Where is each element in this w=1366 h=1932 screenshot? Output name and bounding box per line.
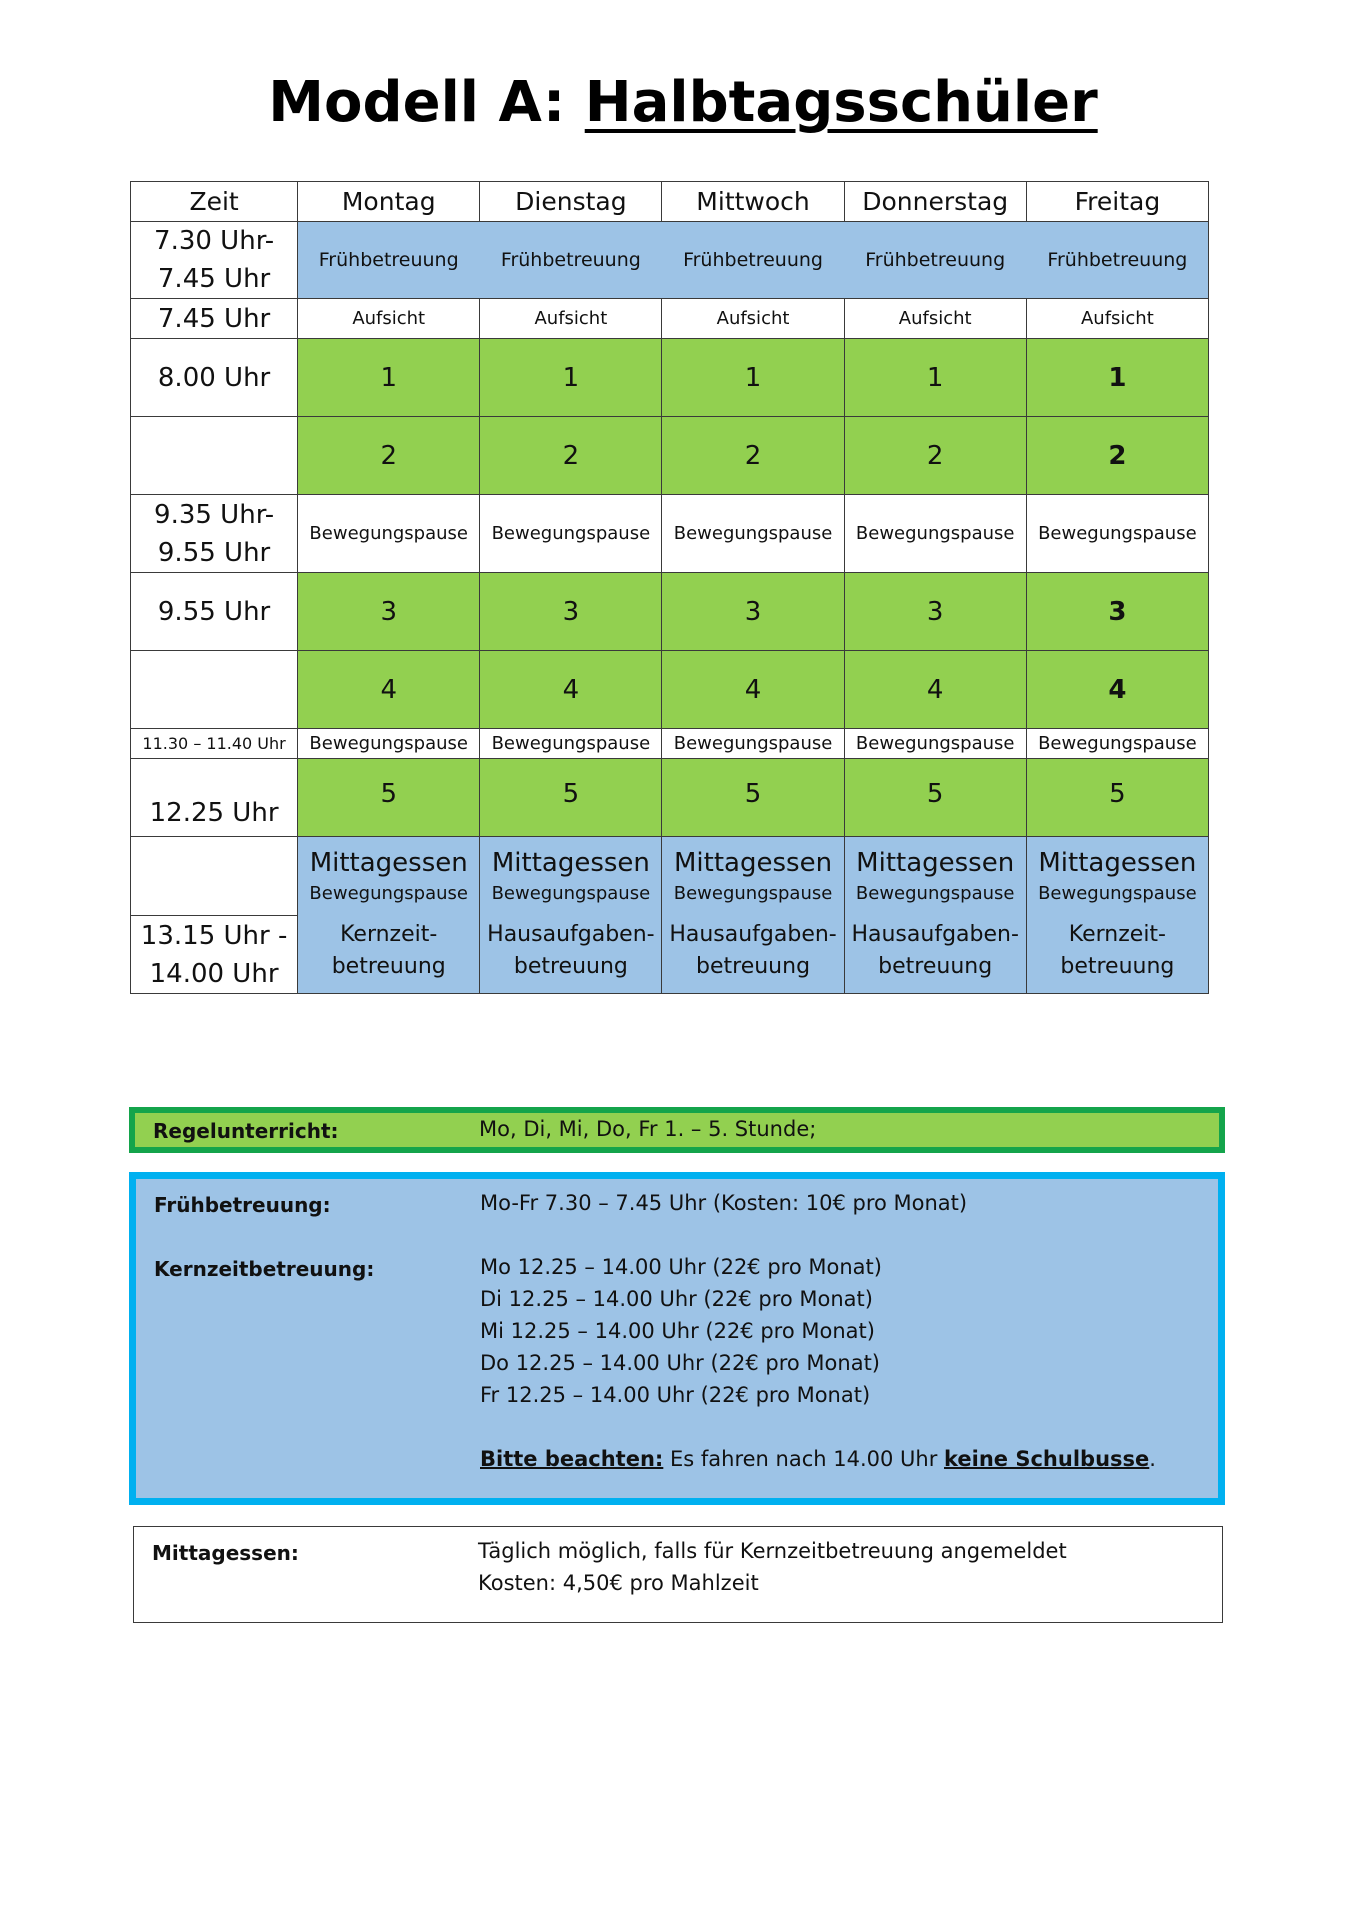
time-cell [131,837,298,916]
row-pause-2 [131,729,1209,759]
cell-lesson: 4 [662,651,844,729]
care-label-line1: Hausaufgaben- [851,922,1019,947]
time-cell [131,417,298,495]
cell-lesson: 2 [480,417,662,495]
meal-label: Mittagessen [1038,848,1197,878]
cell-lesson: 4 [298,651,480,729]
kernzeit-line: Do 12.25 – 14.00 Uhr (22€ pro Monat) [480,1351,880,1375]
mittagessen-line: Kosten: 4,50€ pro Mahlzeit [478,1571,759,1595]
header-montag: Montag [298,182,480,222]
fruehbetreuung-label: Frühbetreuung: [154,1193,331,1217]
header-zeit: Zeit [131,182,298,222]
row-stunde-1 [131,339,1209,417]
care-label-line2: betreuung [331,954,446,979]
pause-label: Bewegungspause [855,883,1015,904]
time-cell [131,495,298,573]
time-line: 9.55 Uhr [157,537,271,568]
header-freitag: Freitag [1026,182,1208,222]
care-label-line1: Kernzeit- [340,922,438,947]
cell-nachmittag [1026,837,1208,994]
cell-pause: Bewegungspause [298,495,480,573]
cell-pause: Bewegungspause [1026,495,1208,573]
cell-pause: Bewegungspause [844,729,1026,759]
time-cell [131,222,298,299]
cell-lesson: 3 [662,573,844,651]
cell-pause: Bewegungspause [480,729,662,759]
care-label-line1: Hausaufgaben- [487,922,655,947]
betreuung-box [129,1172,1225,1505]
cell-lesson: 4 [844,651,1026,729]
cell-lesson: 4 [480,651,662,729]
cell-lesson: 4 [1026,651,1208,729]
note-emphasis: keine Schulbusse [944,1447,1150,1471]
page-title [0,70,1366,135]
cell-pause: Bewegungspause [662,729,844,759]
cell-lesson: 3 [298,573,480,651]
care-label-line2: betreuung [696,954,811,979]
cell-lesson: 5 [298,759,480,837]
cell-pause: Bewegungspause [480,495,662,573]
pause-label: Bewegungspause [1038,883,1197,904]
cell-aufsicht: Aufsicht [298,299,480,339]
cell-lesson: 1 [480,339,662,417]
time-cell [131,916,298,994]
note-end: . [1149,1447,1156,1471]
pause-label: Bewegungspause [491,883,651,904]
cell-aufsicht: Aufsicht [1026,299,1208,339]
regelunterricht-label: Regelunterricht: [153,1119,339,1143]
mittagessen-line: Täglich möglich, falls für Kernzeitbetreuung angemeldet [478,1539,1067,1563]
note-lead: Bitte beachten: [480,1447,664,1471]
cell-lesson: 5 [662,759,844,837]
cell-lesson: 3 [844,573,1026,651]
cell-lesson: 2 [298,417,480,495]
row-fruehbetreuung [131,222,1209,299]
cell-lesson: 3 [480,573,662,651]
kernzeit-line: Fr 12.25 – 14.00 Uhr (22€ pro Monat) [480,1383,871,1407]
pause-label: Bewegungspause [309,883,469,904]
cell-nachmittag [662,837,844,994]
cell-lesson: 1 [298,339,480,417]
kernzeit-line: Mi 12.25 – 14.00 Uhr (22€ pro Monat) [480,1319,875,1343]
time-line: 9.35 Uhr- [154,499,275,530]
time-cell: 8.00 Uhr [131,339,298,417]
cell-pause: Bewegungspause [298,729,480,759]
header-mittwoch: Mittwoch [662,182,844,222]
time-cell [131,651,298,729]
pause-label: Bewegungspause [673,883,833,904]
mittagessen-label: Mittagessen: [152,1541,299,1565]
mittagessen-values [478,1535,1067,1599]
regelunterricht-value: Mo, Di, Mi, Do, Fr 1. – 5. Stunde; [479,1117,817,1141]
cell-aufsicht: Aufsicht [480,299,662,339]
care-label-line1: Kernzeit- [1068,922,1166,947]
cell-fruehbetreuung: Frühbetreuung [1026,222,1208,299]
time-cell: 11.30 – 11.40 Uhr [131,729,298,759]
time-line: 7.45 Uhr [157,264,271,294]
time-cell: 12.25 Uhr [131,759,298,837]
cell-lesson: 1 [662,339,844,417]
meal-label: Mittagessen [491,848,650,878]
cell-fruehbetreuung: Frühbetreuung [662,222,844,299]
cell-nachmittag [844,837,1026,994]
care-label-line1: Hausaufgaben- [669,922,837,947]
cell-fruehbetreuung: Frühbetreuung [480,222,662,299]
row-stunde-3 [131,573,1209,651]
cell-fruehbetreuung: Frühbetreuung [298,222,480,299]
cell-nachmittag [480,837,662,994]
care-label-line2: betreuung [513,954,628,979]
title-main: Halbtagsschüler [584,70,1098,135]
title-prefix: Modell A: [268,70,585,135]
mittagessen-box [133,1526,1223,1623]
kernzeitbetreuung-label: Kernzeitbetreuung: [154,1257,375,1281]
time-cell: 7.45 Uhr [131,299,298,339]
fruehbetreuung-value: Mo-Fr 7.30 – 7.45 Uhr (Kosten: 10€ pro Monat) [480,1191,968,1215]
bus-note [480,1443,1156,1475]
cell-pause: Bewegungspause [1026,729,1208,759]
row-stunde-2 [131,417,1209,495]
cell-lesson: 1 [1026,339,1208,417]
row-stunde-5 [131,759,1209,837]
kernzeit-line: Mo 12.25 – 14.00 Uhr (22€ pro Monat) [480,1255,882,1279]
cell-pause: Bewegungspause [844,495,1026,573]
cell-lesson: 3 [1026,573,1208,651]
row-mittag [131,837,1209,916]
header-donnerstag: Donnerstag [844,182,1026,222]
kernzeit-line: Di 12.25 – 14.00 Uhr (22€ pro Monat) [480,1287,873,1311]
cell-lesson: 1 [844,339,1026,417]
cell-lesson: 5 [844,759,1026,837]
cell-aufsicht: Aufsicht [662,299,844,339]
schedule-table [130,181,1209,994]
cell-lesson: 2 [1026,417,1208,495]
header-row [131,182,1209,222]
regelunterricht-box [129,1107,1225,1153]
cell-nachmittag [298,837,480,994]
care-label-line2: betreuung [1060,954,1175,979]
care-label-line2: betreuung [878,954,993,979]
note-middle: Es fahren nach 14.00 Uhr [663,1447,945,1471]
meal-label: Mittagessen [309,848,468,878]
meal-label: Mittagessen [674,848,833,878]
cell-pause: Bewegungspause [662,495,844,573]
cell-lesson: 5 [480,759,662,837]
row-pause-1 [131,495,1209,573]
meal-label: Mittagessen [856,848,1015,878]
cell-fruehbetreuung: Frühbetreuung [844,222,1026,299]
row-aufsicht [131,299,1209,339]
cell-aufsicht: Aufsicht [844,299,1026,339]
time-line: 13.15 Uhr - [140,920,288,951]
row-stunde-4 [131,651,1209,729]
cell-lesson: 5 [1026,759,1208,837]
kernzeitbetreuung-values [480,1251,882,1411]
time-line: 14.00 Uhr [149,958,279,989]
cell-lesson: 2 [844,417,1026,495]
header-dienstag: Dienstag [480,182,662,222]
cell-lesson: 2 [662,417,844,495]
time-cell: 9.55 Uhr [131,573,298,651]
time-line: 7.30 Uhr- [154,226,275,256]
